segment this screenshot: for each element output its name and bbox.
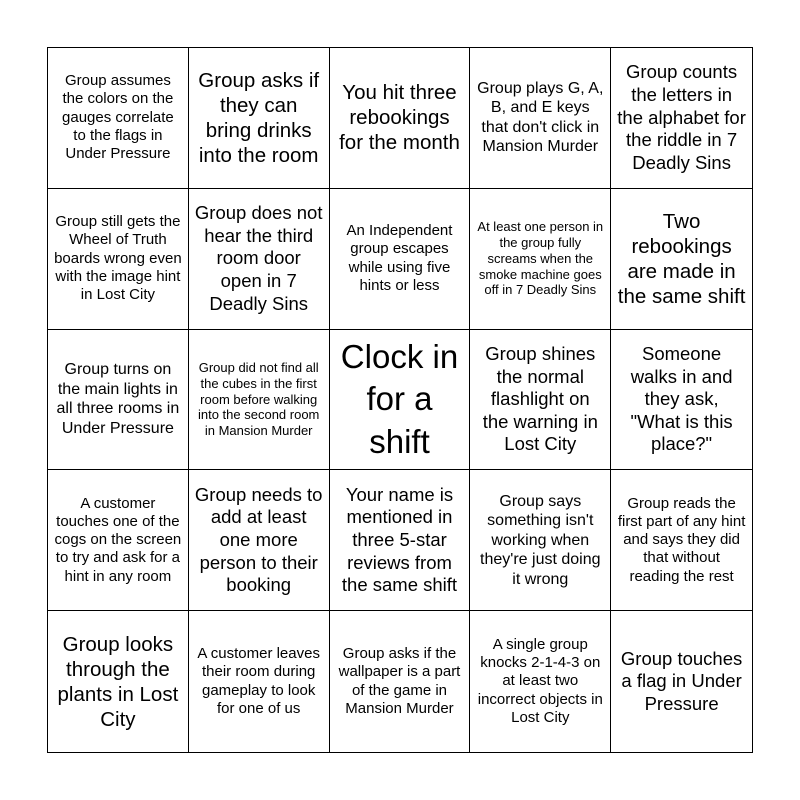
bingo-cell: Group reads the first part of any hint and says they did that without reading the rest: [611, 470, 752, 611]
bingo-cell: Group looks through the plants in Lost City: [48, 611, 189, 752]
bingo-cell: Group touches a flag in Under Pressure: [620, 647, 743, 714]
bingo-cell: Group says something isn't working when they're just doing it wrong: [470, 470, 611, 611]
bingo-cell: Group did not find all the cubes in the first room before walking into the second room in Mansion Murder: [189, 330, 330, 471]
bingo-cell: A customer leaves their room during gameplay to look for one of us: [189, 611, 330, 752]
bingo-cell: A single group knocks 2-1-4-3 on at least two incorrect objects in Lost City: [470, 611, 611, 752]
bingo-cell: You hit three rebookings for the month: [330, 48, 471, 189]
bingo-cell: Group plays G, A, B, and E keys that don't click in Mansion Murder: [470, 48, 611, 189]
bingo-cell: At least one person in the group fully screams when the smoke machine goes off in 7 Deadly Sins: [470, 189, 611, 330]
bingo-cell: Group needs to add at least one more person to their booking: [189, 470, 330, 611]
bingo-cell: Group turns on the main lights in all three rooms in Under Pressure: [48, 330, 189, 471]
bingo-cell: Group counts the letters in the alphabet for the riddle in 7 Deadly Sins: [611, 48, 752, 189]
bingo-cell: Group asks if they can bring drinks into the room: [189, 48, 330, 189]
bingo-cell: Your name is mentioned in three 5-star reviews from the same shift: [330, 470, 471, 611]
bingo-cell: An Independent group escapes while using five hints or less: [330, 189, 471, 330]
bingo-cell: Someone walks in and they ask, "What is this place?": [611, 330, 752, 471]
bingo-cell: Two rebookings are made in the same shift: [611, 189, 752, 330]
bingo-cell: Group does not hear the third room door open in 7 Deadly Sins: [189, 189, 330, 330]
free-space-cell: Clock in for a shift: [330, 330, 471, 471]
bingo-cell: Group asks if the wallpaper is a part of the game in Mansion Murder: [330, 611, 471, 752]
bingo-board: [47, 47, 753, 753]
bingo-cell: A customer touches one of the cogs on the screen to try and ask for a hint in any room: [48, 470, 189, 611]
bingo-cell: Group shines the normal flashlight on the warning in Lost City: [470, 330, 611, 471]
bingo-cell: Group still gets the Wheel of Truth boards wrong even with the image hint in Lost City: [48, 189, 189, 330]
bingo-cell: Group assumes the colors on the gauges correlate to the flags in Under Pressure: [48, 48, 189, 189]
